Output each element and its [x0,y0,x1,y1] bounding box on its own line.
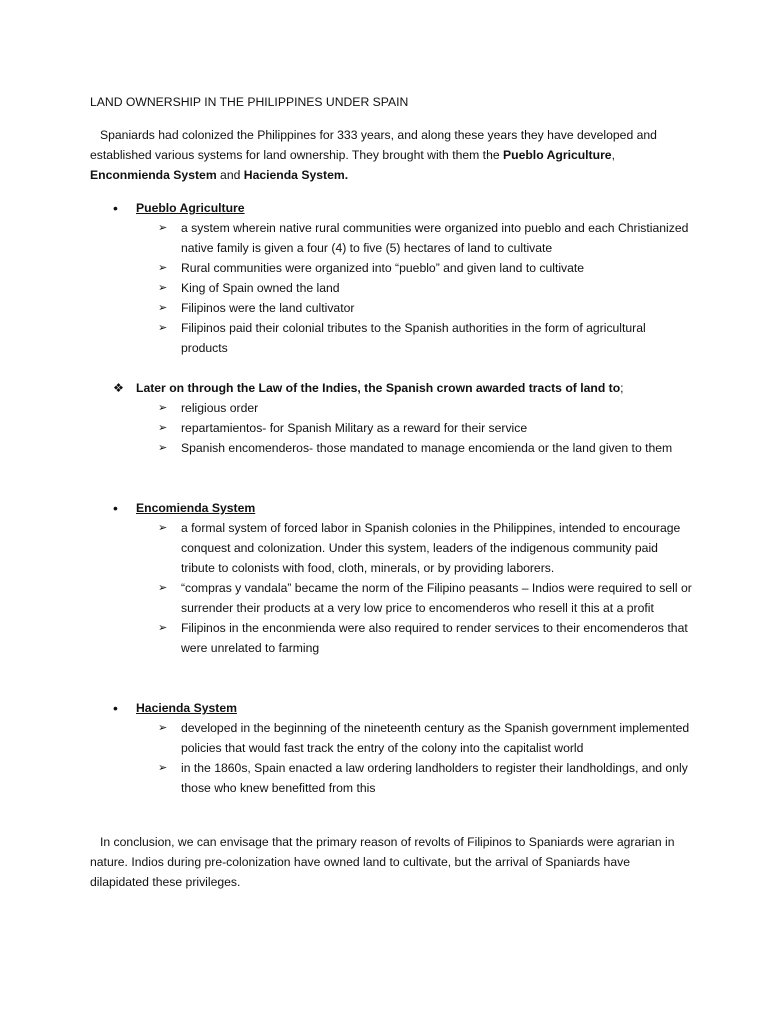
intro-bold-enconmienda: Enconmienda System [90,168,217,182]
conclusion-paragraph [90,832,690,892]
list-item: ➢ repartamientos- for Spanish Military as a reward for their service [113,418,693,438]
conclusion-text: In conclusion, we can envisage that the primary reason of revolts of Filipinos to Spaniards were agrarian in nature. Indios during pre-colonization have owned land to cultivate, but the arrival of Spaniards have dilapidated these privileges. [90,835,675,889]
arrow-bullet-icon: ➢ [158,722,168,734]
section-pueblo-agriculture [113,198,693,358]
section-heading: Pueblo Agriculture [136,201,245,215]
list-item: ➢ King of Spain owned the land [113,278,693,298]
list-item: ➢ Filipinos were the land cultivator [113,298,693,318]
section-heading: Hacienda System [136,701,237,715]
list-item: ➢ developed in the beginning of the nineteenth century as the Spanish government implemented policies that would fast track the entry of the colony into the capitalist world [113,718,693,758]
section-hacienda-system [113,698,693,798]
intro-bold-hacienda: Hacienda System. [243,168,349,182]
arrow-bullet-icon: ➢ [158,282,168,294]
intro-bold-pueblo: Pueblo Agriculture [503,148,612,162]
diamond-bullet-icon: ❖ [113,381,124,395]
list-item: ➢ a formal system of forced labor in Spanish colonies in the Philippines, intended to encourage conquest and colonization. Under this system, leaders of the indigenous community paid tribute to colonists with food, cloth, minerals, or by providing laborers. [113,518,693,578]
list-item: ➢ Filipinos in the enconmienda were also required to render services to their encomenderos that were unrelated to farming [113,618,693,658]
arrow-bullet-icon: ➢ [158,422,168,434]
section-heading: Later on through the Law of the Indies, the Spanish crown awarded tracts of land to [136,381,621,395]
section-law-of-indies [113,378,693,458]
arrow-bullet-icon: ➢ [158,322,168,334]
list-item: ➢ Filipinos paid their colonial tributes to the Spanish authorities in the form of agricultural products [113,318,693,358]
intro-text-2: , [611,148,615,162]
list-item: ➢ in the 1860s, Spain enacted a law ordering landholders to register their landholdings, and only those who knew benefitted from this [113,758,693,798]
arrow-bullet-icon: ➢ [158,762,168,774]
intro-text-1: Spaniards had colonized the Philippines for 333 years, and along these years they have developed and established various systems for land ownership. They brought with them the [90,128,657,162]
bullet-icon: • [113,200,118,216]
list-item: ➢ Spanish encomenderos- those mandated to manage encomienda or the land given to them [113,438,693,458]
document-title: LAND OWNERSHIP IN THE PHILIPPINES UNDER SPAIN [90,95,409,109]
intro-paragraph [90,125,690,185]
intro-text-3: and [216,168,244,182]
bullet-icon: • [113,500,118,516]
list-item: ➢ a system wherein native rural communities were organized into pueblo and each Christianized native family is given a four (4) to five (5) hectares of land to cultivate [113,218,693,258]
arrow-bullet-icon: ➢ [158,622,168,634]
bullet-icon: • [113,700,118,716]
arrow-bullet-icon: ➢ [158,222,168,234]
arrow-bullet-icon: ➢ [158,522,168,534]
section-encomienda-system [113,498,693,658]
list-item: ➢ Rural communities were organized into “pueblo” and given land to cultivate [113,258,693,278]
section-heading-suffix: ; [620,381,624,395]
arrow-bullet-icon: ➢ [158,582,168,594]
list-item: ➢ religious order [113,398,693,418]
arrow-bullet-icon: ➢ [158,262,168,274]
section-heading: Encomienda System [136,501,256,515]
list-item: ➢ “compras y vandala” became the norm of the Filipino peasants – Indios were required to sell or surrender their products at a very low price to encomenderos who resell it this at a profit [113,578,693,618]
arrow-bullet-icon: ➢ [158,442,168,454]
arrow-bullet-icon: ➢ [158,302,168,314]
arrow-bullet-icon: ➢ [158,402,168,414]
